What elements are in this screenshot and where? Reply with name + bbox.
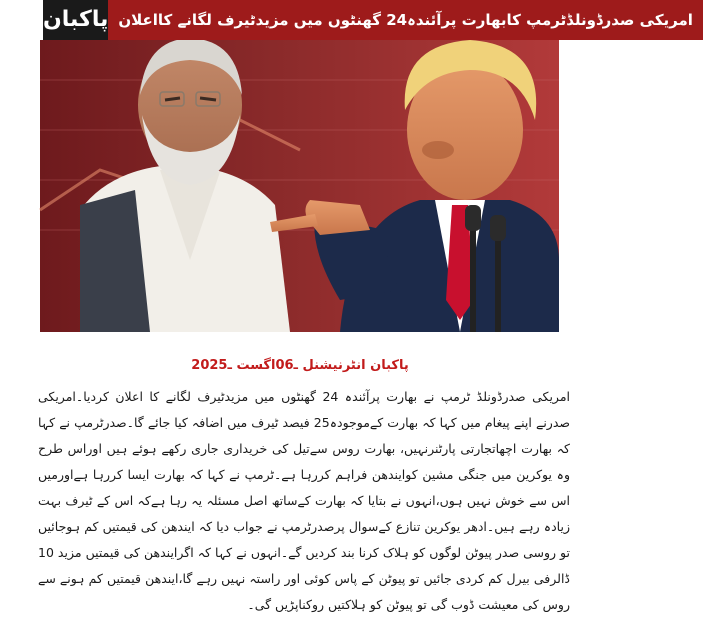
news-photo-art	[40, 0, 559, 332]
headline-banner	[40, 0, 693, 40]
article-body: امریکی صدرڈونلڈ ٹرمپ نے بھارت پرآئندہ 24 گھنٹوں میں مزیدٹیرف لگانے کا اعلان کردیا۔امریکی صدرنے اپنے پیغام میں کہا کہ بھارت کےموجودہ25 فیصد ٹیرف میں اضافہ کیا جائے گا۔صدرٹرمپ نے کہا کہ بھارت اچھاتجارتی پارٹنرنہیں، بھارت روس سےتیل کی خریداری جاری رکھے ہوئے ہیں اوراس طرح وہ یوکرین میں جنگی مشین کوایندھن فراہم کررہا ہے۔ٹرمپ نے کہا کہ بھارت ایسا کررہا ہےاورمیں اس سے خوش نہیں ہوں،انہوں نے بتایا کہ بھارت کےساتھ اصل مسئلہ یہ رہا ہےکہ اس کے ٹیرف بہت زیادہ رہے ہیں۔ادھر یوکرین تنازع کےسوال پرصدرٹرمپ نے جواب دیا کہ ایندھن کی قیمتیں کم ہوجائیں تو روسی صدر پیوٹن لوگوں کو ہلاک کرنا بند کردیں گے۔انہوں نے کہا کہ اگرایندھن کی قیمتیں مزید 10 ڈالرفی بیرل کم کردی جائیں تو پیوٹن کے پاس کوئی اور راستہ نہیں رہے گا،ایندھن قیمتیں کم ہونے سے روس کی معیشت ڈوب گی تو پیوٹن کو ہلاکتیں روکناپڑیں گی۔	[38, 389, 571, 612]
news-photo	[40, 0, 559, 332]
headline-text: امریکی صدرڈونلڈٹرمپ کابھارت پرآئندہ24 گھنٹوں میں مزیدٹیرف لگانے کااعلان	[108, 0, 703, 40]
brand-logo: پاکبان	[40, 0, 108, 40]
dateline: پاکبان انٹرنیشنل ـ06اگست ـ2025	[191, 358, 409, 373]
